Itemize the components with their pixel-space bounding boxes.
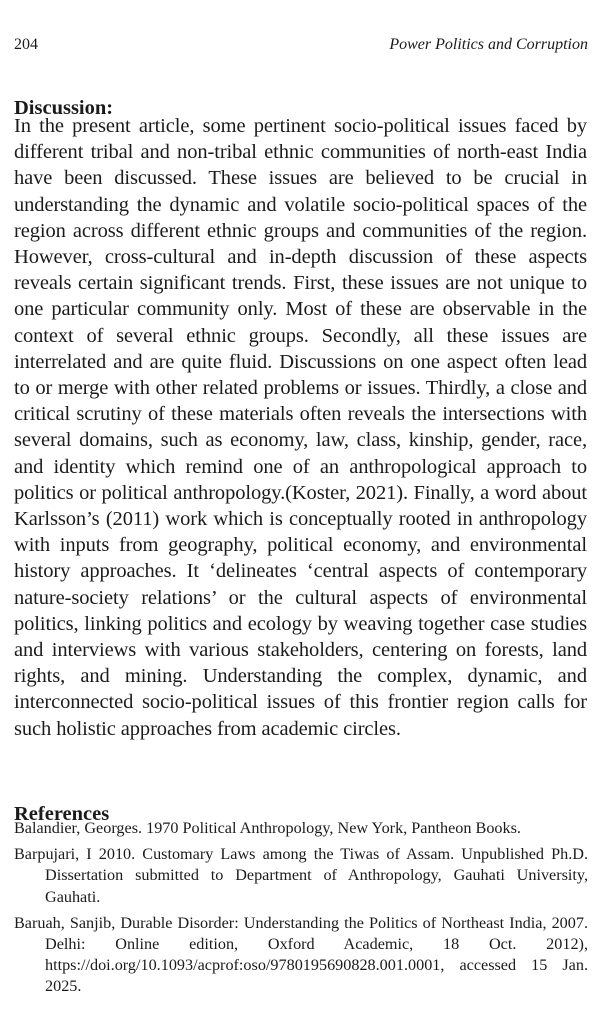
reference-item-barpujari: Barpujari, I 2010. Customary Laws among the Tiwas of Assam. Unpublished Ph.D. Dissertation submitted to Department of Anthropology, Gauhati University, Gauhati. [14,845,588,906]
discussion-paragraph: In the present article, some pertinent socio-political issues faced by different tribal and non-tribal ethnic communities of north-east India have been discussed. These issues are believed to be crucial in understanding the dynamic and volatile socio-political spaces of the region across different ethnic groups and communities of the region. However, cross-cultural and in-depth discussion of these aspects reveals certain significant trends. First, these issues are not unique to one particular community only. Most of these are observable in the context of several ethnic groups. Secondly, all these issues are interrelated and are quite fluid. Discussions on one aspect often lead to or merge with other related problems or issues. Thirdly, a close and critical scrutiny of these materials often reveals the intersections with several domains, such as economy, law, class, kinship, gender, race, and identity which remind one of an anthropological approach to politics or political anthropology.(Koster, 2021). Finally, a word about Karlsson’s (2011) work which is conceptually rooted in anthropology with inputs from geography, political economy, and environmental history approaches. It ‘delineates ‘central aspects of contemporary nature-society relations’ or the cultural aspects of environmental politics, linking politics and ecology by weaving together case studies and interviews with various stakeholders, centering on forests, land rights, and mining. Understanding the complex, dynamic, and interconnected socio-political issues of this frontier region calls for such holistic approaches from academic circles. [14,115,587,740]
page-header [14,33,588,57]
discussion-section [14,113,587,742]
running-title: Power Politics and Corruption [389,36,588,53]
references-list [14,818,588,1003]
discussion-heading: Discussion: [14,97,114,119]
reference-item-baruah: Baruah, Sanjib, Durable Disorder: Understanding the Politics of Northeast India, 2007. Delhi: Online edition, Oxford Academic, 18 Oct. 2012), https://doi.org/10.1093/acprof:oso/9780195690828.001.0001, accessed 15 Jan. 2025. [14,913,588,996]
page-number: 204 [14,36,38,53]
reference-item-balandier: Balandier, Georges. 1970 Political Anthropology, New York, Pantheon Books. [14,819,521,837]
references-heading: References [14,803,110,825]
